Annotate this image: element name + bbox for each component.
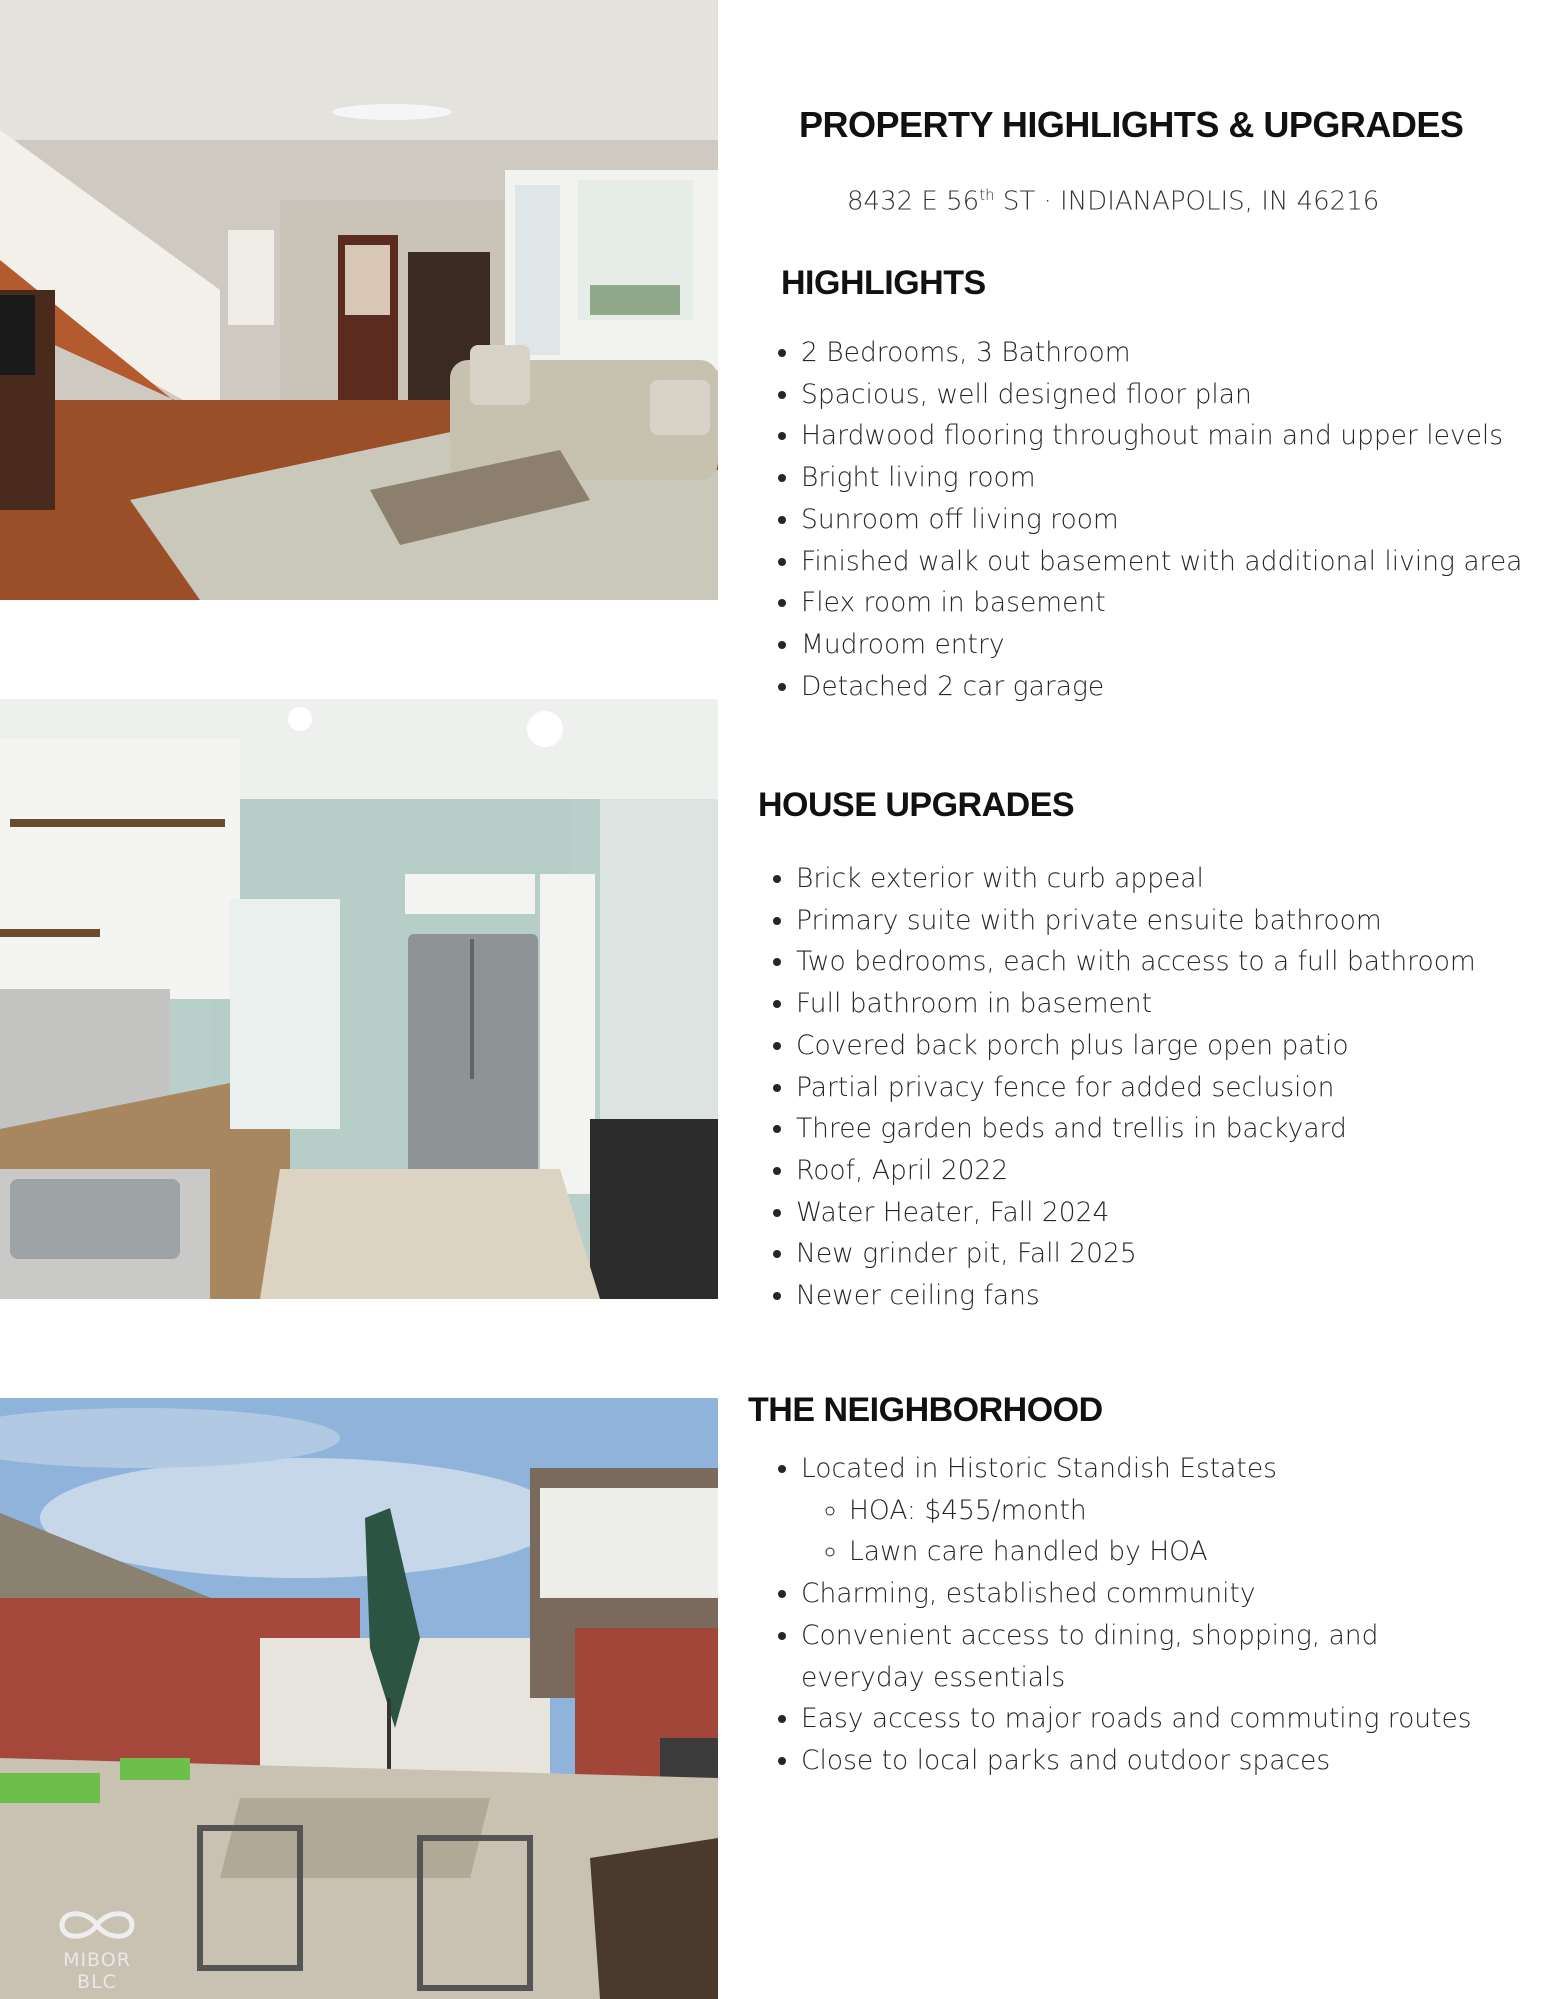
upgrade-item: • Full bathroom in basement xyxy=(796,983,1476,1025)
upgrades-list xyxy=(766,858,1476,1317)
upgrade-item: • Water Heater, Fall 2024 xyxy=(796,1192,1476,1234)
property-address xyxy=(847,186,1379,217)
upgrade-item: • New grinder pit, Fall 2025 xyxy=(796,1233,1476,1275)
neighborhood-item-text: Located in Historic Standish Estates xyxy=(801,1453,1277,1484)
kitchen-photo xyxy=(0,699,718,1299)
neighborhood-list xyxy=(771,1448,1472,1782)
upgrade-item: • Three garden beds and trellis in backyard xyxy=(796,1108,1476,1150)
upgrade-item: • Primary suite with private ensuite bathroom xyxy=(796,900,1476,942)
neighborhood-subitem: ◦ Lawn care handled by HOA xyxy=(849,1531,1472,1573)
highlights-list xyxy=(771,332,1522,707)
highlights-heading: HIGHLIGHTS xyxy=(781,264,986,302)
address-suffix: th xyxy=(979,186,995,204)
neighborhood-item: • Charming, established community xyxy=(801,1573,1472,1615)
upgrade-item: • Newer ceiling fans xyxy=(796,1275,1476,1317)
neighborhood-subitem: ◦ HOA: $455/month xyxy=(849,1490,1472,1532)
highlight-item: • Finished walk out basement with additional living area xyxy=(801,541,1522,583)
living-room-photo xyxy=(0,0,718,600)
highlight-item: • 2 Bedrooms, 3 Bathroom xyxy=(801,332,1522,374)
logo-text: MIBOR BLC xyxy=(63,1949,131,1993)
upgrade-item: • Roof, April 2022 xyxy=(796,1150,1476,1192)
hoa-sublist xyxy=(801,1490,1472,1573)
highlight-item: • Bright living room xyxy=(801,457,1522,499)
neighborhood-item xyxy=(801,1448,1472,1573)
highlight-item: • Flex room in basement xyxy=(801,582,1522,624)
upgrade-item: • Brick exterior with curb appeal xyxy=(796,858,1476,900)
highlight-item: • Hardwood flooring throughout main and upper levels xyxy=(801,415,1522,457)
upgrade-item: • Covered back porch plus large open patio xyxy=(796,1025,1476,1067)
highlight-item: • Detached 2 car garage xyxy=(801,666,1522,708)
upgrade-item: • Partial privacy fence for added seclusion xyxy=(796,1067,1476,1109)
highlight-item: • Mudroom entry xyxy=(801,624,1522,666)
infinity-icon xyxy=(52,1905,142,1945)
neighborhood-item: • Close to local parks and outdoor spaces xyxy=(801,1740,1472,1782)
upgrades-heading: HOUSE UPGRADES xyxy=(758,786,1075,824)
neighborhood-heading: THE NEIGHBORHOOD xyxy=(748,1391,1103,1429)
address-number: 8432 E 56 xyxy=(847,186,980,217)
mibor-logo xyxy=(42,1905,152,1993)
highlight-item: • Spacious, well designed floor plan xyxy=(801,374,1522,416)
address-street: ST · INDIANAPOLIS, IN 46216 xyxy=(994,186,1380,217)
highlight-item: • Sunroom off living room xyxy=(801,499,1522,541)
page-title: PROPERTY HIGHLIGHTS & UPGRADES xyxy=(799,104,1464,145)
upgrade-item: • Two bedrooms, each with access to a full bathroom xyxy=(796,941,1476,983)
neighborhood-item: • Convenient access to dining, shopping, and everyday essentials xyxy=(801,1615,1421,1698)
neighborhood-item: • Easy access to major roads and commuting routes xyxy=(801,1698,1472,1740)
